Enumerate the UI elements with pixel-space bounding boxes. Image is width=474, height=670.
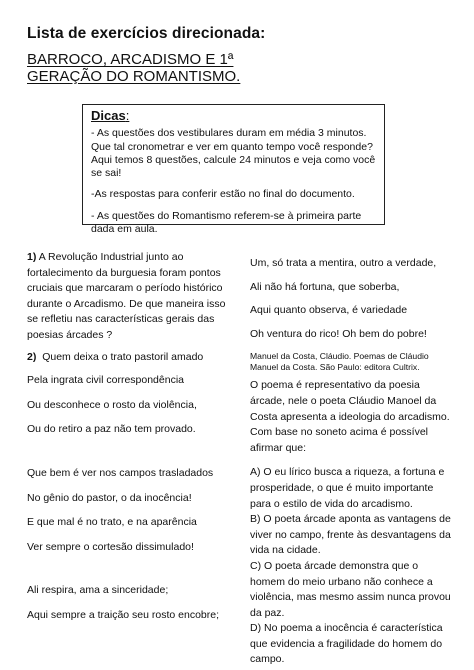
question-1-text: A Revolução Industrial junto ao fortalecimento da burguesia foram pontos cruciais que marcaram o período histórico durante o Arcadismo. De que maneira isso se refletiu nas características gerais das poesias árcades ? <box>27 251 226 341</box>
subtitle-line-2: GERAÇÃO DO ROMANTISMO. <box>27 68 241 85</box>
poem-line: Ali não há fortuna, que soberba, <box>250 280 400 293</box>
poem-line: Que bem é ver nos campos trasladados <box>27 466 214 479</box>
poem-line: Aqui quanto observa, é variedade <box>250 304 408 317</box>
option-c: C) O poeta árcade demonstra que o homem do meio urbano não conhece a violência, mas mesmo assim nunca provou da paz. <box>250 559 451 619</box>
poem-line: Oh ventura do rico! Oh bem do pobre! <box>250 327 427 340</box>
option-a: A) O eu lírico busca a riqueza, a fortuna e prosperidade, o que é muito importante para o estilo de vida do arcadismo. <box>250 466 445 510</box>
tip-item: -As respostas para conferir estão no final do documento. <box>91 188 355 201</box>
poem-line: Ou do retiro a paz não tem provado. <box>27 423 196 436</box>
question-2-prompt: O poema é representativo da poesia árcade, nele o poeta Cláudio Manoel da Costa apresenta a ideologia do arcadismo. Com base no soneto acima é possível afirmar que: <box>250 379 450 454</box>
poem-line: Pela ingrata civil correspondência <box>27 374 185 387</box>
tips-title-text: Dicas <box>91 108 126 123</box>
poem-line: Aqui sempre a traição seu rosto encobre; <box>27 608 220 621</box>
poem-line: No gênio do pastor, o da inocência! <box>27 491 192 504</box>
page-subtitle <box>27 51 240 85</box>
question-2-start <box>27 350 232 366</box>
question-1-number: 1) <box>27 251 37 263</box>
page-title: Lista de exercícios direcionada: <box>27 25 266 42</box>
right-column <box>250 256 455 668</box>
poem-line: Ver sempre o cortesão dissimulado! <box>27 540 194 553</box>
poem-line: Ali respira, ama a sinceridade; <box>27 584 169 597</box>
left-column <box>27 250 232 624</box>
poem-line: Quem deixa o trato pastoril amado <box>42 350 204 363</box>
poem-source: Manuel da Costa, Cláudio. Poemas de Cláudio Manuel da Costa. São Paulo: editora Cultrix. <box>250 351 429 373</box>
tip-item: - As questões dos vestibulares duram em média 3 minutos. Que tal cronometrar e ver em quanto tempo você responde? Aqui temos 8 questões, calcule 24 minutos e veja como você se sai! <box>91 127 376 180</box>
poem-line: E que mal é no trato, e na aparência <box>27 516 197 529</box>
poem-line: Ou desconhece o rosto da violência, <box>27 398 197 411</box>
question-2-number: 2) <box>27 350 37 363</box>
subtitle-line-1: BARROCO, ARCADISMO E 1ª <box>27 51 234 68</box>
tip-item: - As questões do Romantismo referem-se à primeira parte dada em aula. <box>91 209 362 236</box>
poem-line: Um, só trata a mentira, outro a verdade, <box>250 257 437 269</box>
tips-box <box>82 104 385 236</box>
question-1 <box>27 250 232 344</box>
option-b: B) O poeta árcade aponta as vantagens de viver no campo, frente às desvantagens da vida na cidade. <box>250 513 451 557</box>
tips-title <box>91 109 376 122</box>
tips-title-colon: : <box>125 108 130 123</box>
option-d: D) No poema a inocência é característica que evidencia a fragilidade do homem do campo. <box>250 622 443 666</box>
